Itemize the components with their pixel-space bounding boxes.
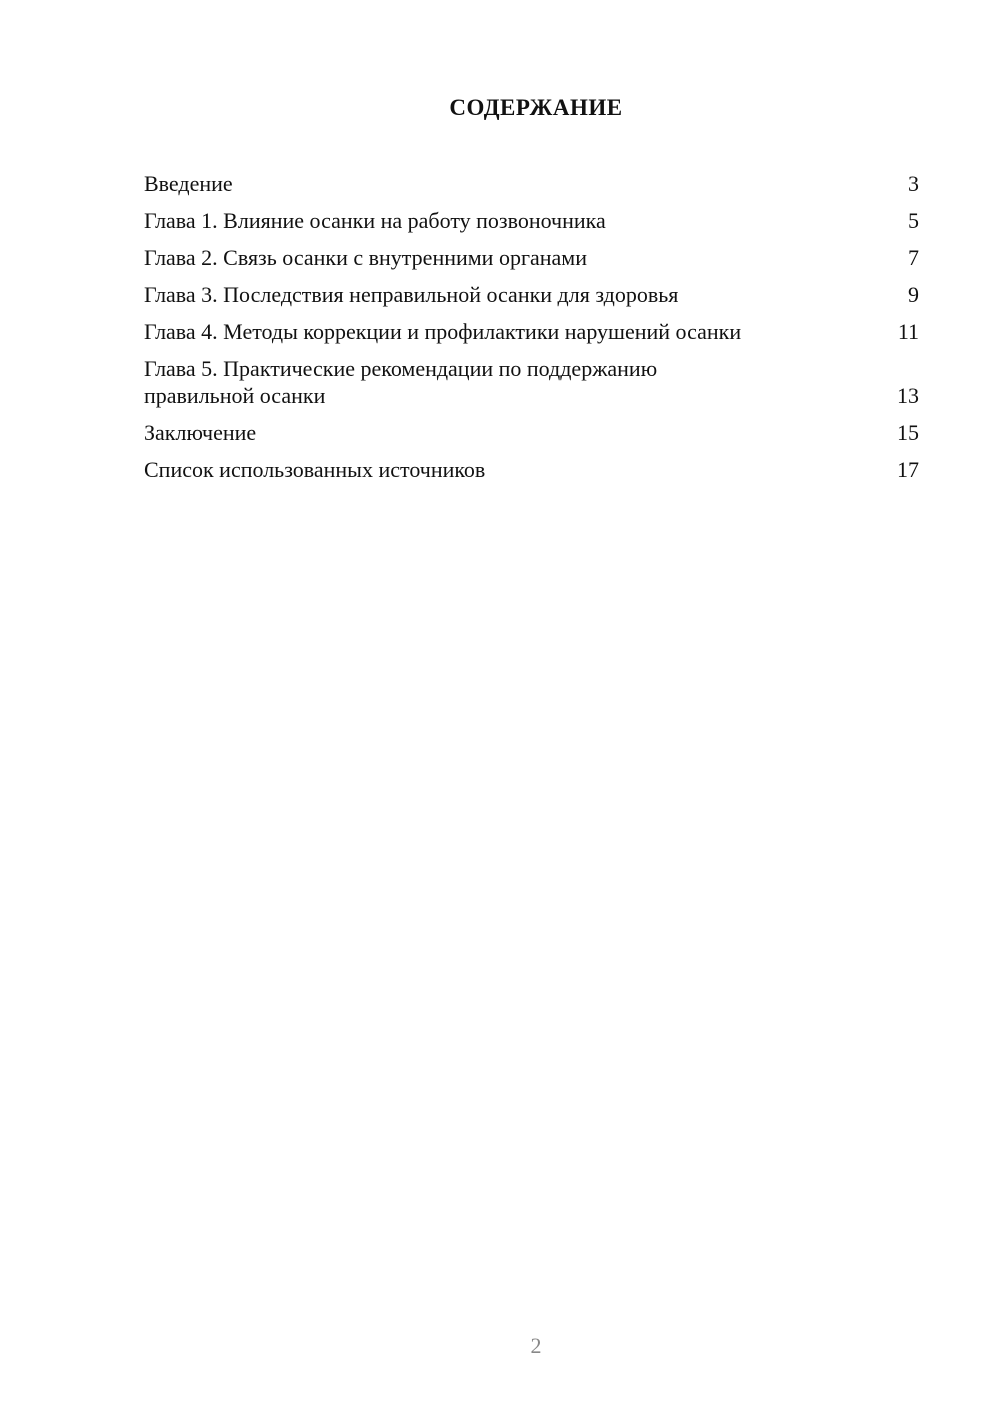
toc-entry-text: Глава 2. Связь осанки с внутренними органами xyxy=(144,245,587,270)
toc-entry-conclusion xyxy=(144,419,919,446)
toc-entry-page: 5 xyxy=(908,208,919,233)
page-number: 2 xyxy=(530,1333,542,1358)
toc-entry-chapter-5 xyxy=(144,355,919,409)
toc-entry-chapter-4 xyxy=(144,318,919,345)
toc-entry-page: 11 xyxy=(897,319,919,344)
toc-entry-page: 13 xyxy=(897,383,919,408)
toc-entry-page: 17 xyxy=(897,457,919,482)
toc-entry-text: Глава 4. Методы коррекции и профилактики нарушений осанки xyxy=(144,319,742,344)
toc-list xyxy=(144,170,919,493)
toc-entry-text: Глава 5. Практические рекомендации по поддержанию правильной осанки xyxy=(144,356,658,408)
toc-entry-text: Список использованных источников xyxy=(144,457,486,482)
toc-entry-page: 7 xyxy=(908,245,919,270)
toc-entry-introduction xyxy=(144,170,919,197)
toc-entry-references xyxy=(144,456,919,483)
toc-entry-chapter-1 xyxy=(144,207,919,234)
toc-entry-text: Заключение xyxy=(144,420,257,445)
toc-entry-text: Глава 3. Последствия неправильной осанки для здоровья xyxy=(144,282,679,307)
toc-entry-page: 9 xyxy=(908,282,919,307)
toc-title: СОДЕРЖАНИЕ xyxy=(449,95,623,120)
toc-entry-chapter-2 xyxy=(144,244,919,271)
toc-entry-page: 3 xyxy=(908,171,919,196)
toc-entry-text: Глава 1. Влияние осанки на работу позвоночника xyxy=(144,208,606,233)
toc-entry-text: Введение xyxy=(144,171,233,196)
toc-entry-chapter-3 xyxy=(144,281,919,308)
toc-entry-page: 15 xyxy=(897,420,919,445)
